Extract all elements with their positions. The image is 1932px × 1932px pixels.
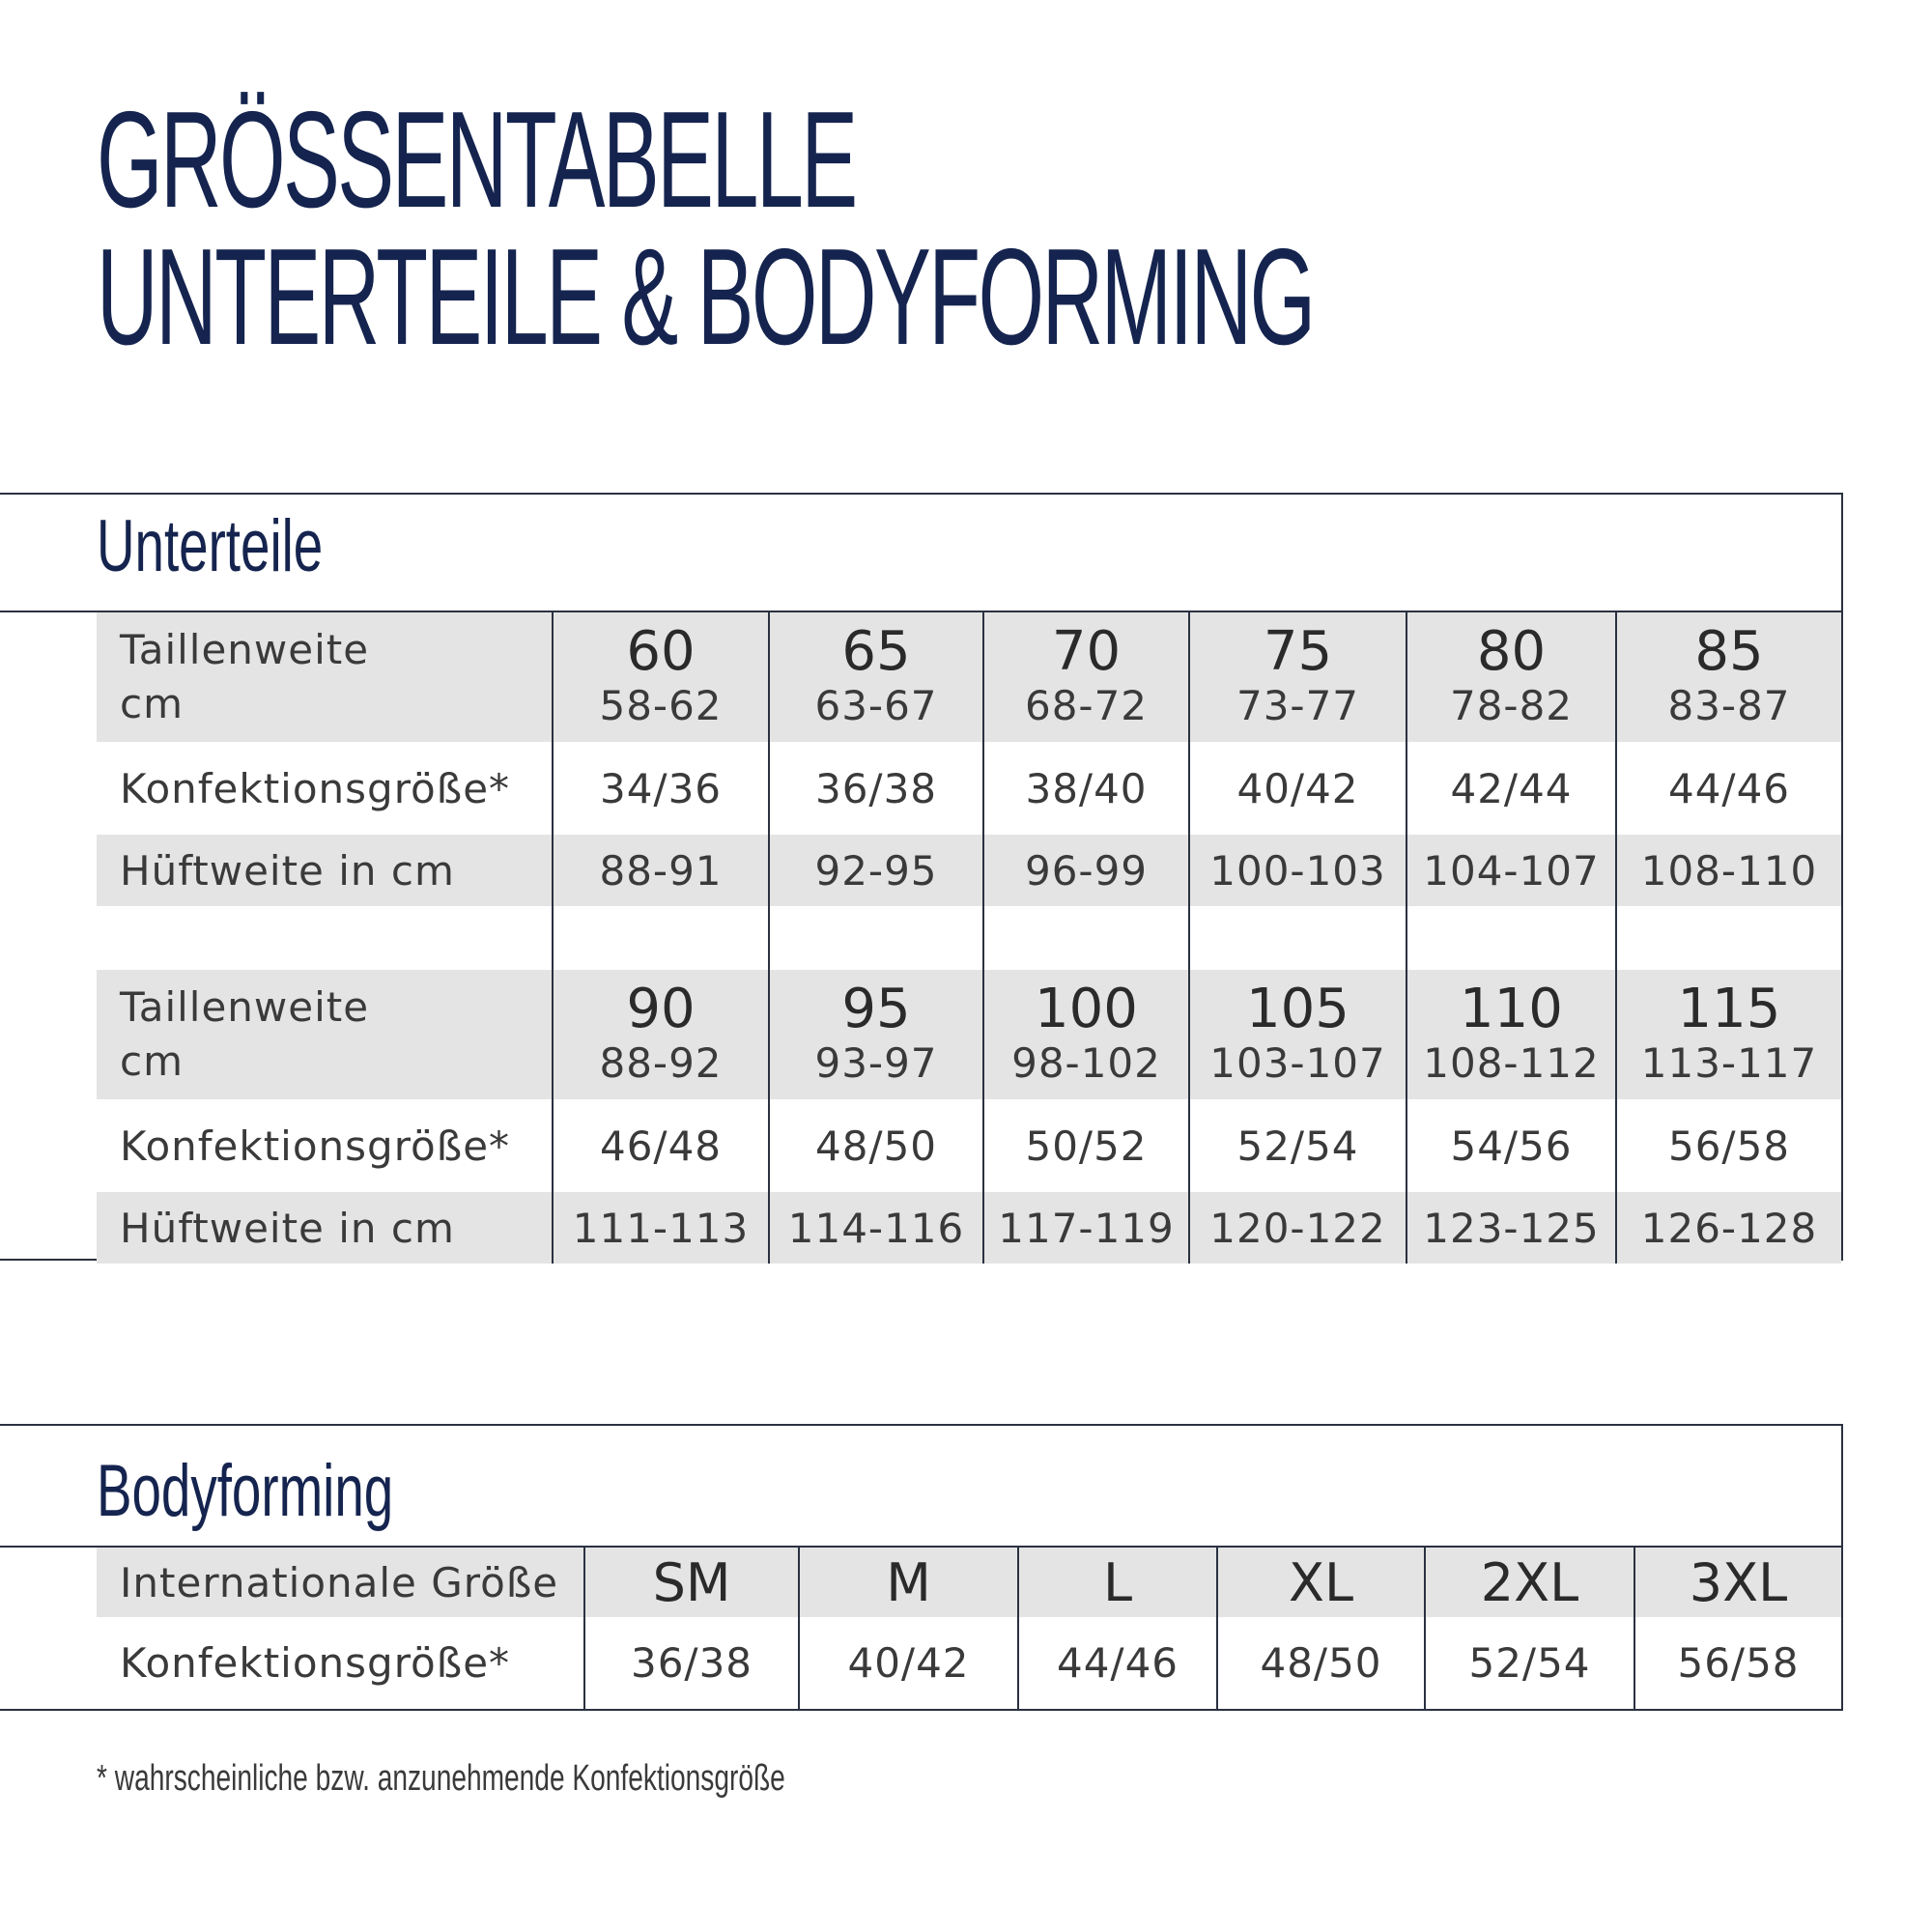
konfektion-label: Konfektionsgröße* — [120, 764, 511, 812]
unterteile-table — [97, 612, 1841, 1264]
konfektion-label: Konfektionsgröße* — [120, 1122, 511, 1170]
konfektion-cell: 54/56 — [1406, 1099, 1616, 1192]
waist-cell: 90 88-92 — [553, 970, 769, 1099]
waist-label: Taillenweite cm — [97, 612, 553, 742]
konfektion-cell: 52/54 — [1425, 1617, 1634, 1709]
waist-cell: 65 63-67 — [769, 612, 983, 742]
section-heading-bodyforming: Bodyforming — [97, 1450, 394, 1532]
hip-cell: 88-91 — [553, 835, 769, 906]
hip-cell: 111-113 — [553, 1192, 769, 1264]
konfektion-cell: 44/46 — [1018, 1617, 1217, 1709]
intl-size-label: Internationale Größe — [97, 1548, 584, 1617]
intl-size-cell: XL — [1217, 1548, 1425, 1617]
konfektion-cell: 52/54 — [1189, 1099, 1406, 1192]
hip-row — [97, 1192, 1841, 1264]
intl-size-row — [97, 1548, 1841, 1617]
konfektion-cell: 42/44 — [1406, 742, 1616, 835]
konfektion-cell: 40/42 — [799, 1617, 1018, 1709]
konfektion-cell: 56/58 — [1616, 1099, 1841, 1192]
konfektion-cell: 38/40 — [983, 742, 1189, 835]
waist-row — [97, 612, 1841, 742]
hip-cell: 114-116 — [769, 1192, 983, 1264]
waist-cell: 70 68-72 — [983, 612, 1189, 742]
bodyforming-top-rule — [0, 1424, 1843, 1426]
konfektion-row — [97, 1099, 1841, 1192]
waist-cell: 95 93-97 — [769, 970, 983, 1099]
waist-cell: 85 83-87 — [1616, 612, 1841, 742]
konfektion-cell: 46/48 — [553, 1099, 769, 1192]
intl-size-cell: 3XL — [1634, 1548, 1841, 1617]
intl-size-cell: L — [1018, 1548, 1217, 1617]
section-heading-unterteile: Unterteile — [97, 505, 324, 587]
hip-cell: 104-107 — [1406, 835, 1616, 906]
hip-label: Hüftweite in cm — [97, 835, 553, 906]
waist-cell: 80 78-82 — [1406, 612, 1616, 742]
hip-cell: 96-99 — [983, 835, 1189, 906]
waist-cell: 60 58-62 — [553, 612, 769, 742]
bodyforming-right-rule — [1841, 1424, 1843, 1711]
intl-size-cell: M — [799, 1548, 1018, 1617]
waist-cell: 110 108-112 — [1406, 970, 1616, 1099]
konfektion-cell: 50/52 — [983, 1099, 1189, 1192]
konfektion-cell: 56/58 — [1634, 1617, 1841, 1709]
hip-cell: 92-95 — [769, 835, 983, 906]
hip-cell: 120-122 — [1189, 1192, 1406, 1264]
bodyforming-bottom-rule — [0, 1709, 1843, 1711]
hip-cell: 117-119 — [983, 1192, 1189, 1264]
hip-cell: 126-128 — [1616, 1192, 1841, 1264]
waist-row — [97, 970, 1841, 1099]
konfektion-label: Konfektionsgröße* — [120, 1639, 511, 1687]
unterteile-top-rule — [0, 493, 1843, 495]
konfektion-cell: 36/38 — [584, 1617, 799, 1709]
hip-cell: 123-125 — [1406, 1192, 1616, 1264]
hip-cell: 100-103 — [1189, 835, 1406, 906]
waist-label: Taillenweite cm — [97, 970, 553, 1099]
block-spacer — [97, 906, 1841, 970]
hip-row — [97, 835, 1841, 906]
hip-cell: 108-110 — [1616, 835, 1841, 906]
konfektion-cell: 48/50 — [769, 1099, 983, 1192]
konfektion-cell: 34/36 — [553, 742, 769, 835]
footnote: * wahrscheinliche bzw. anzunehmende Konfektionsgröße — [97, 1758, 785, 1799]
waist-cell: 100 98-102 — [983, 970, 1189, 1099]
konfektion-cell: 48/50 — [1217, 1617, 1425, 1709]
konfektion-cell: 40/42 — [1189, 742, 1406, 835]
konfektion-cell: 36/38 — [769, 742, 983, 835]
intl-size-cell: SM — [584, 1548, 799, 1617]
unterteile-right-rule — [1841, 493, 1843, 1261]
page-title-line1: GRÖSSENTABELLE — [97, 83, 856, 237]
page-title-line2: UNTERTEILE & BODYFORMING — [97, 220, 1314, 374]
waist-cell: 75 73-77 — [1189, 612, 1406, 742]
hip-label: Hüftweite in cm — [97, 1192, 553, 1264]
bodyforming-table — [97, 1548, 1841, 1709]
konfektion-row — [97, 742, 1841, 835]
intl-size-cell: 2XL — [1425, 1548, 1634, 1617]
konfektion-row — [97, 1617, 1841, 1709]
waist-cell: 105 103-107 — [1189, 970, 1406, 1099]
konfektion-cell: 44/46 — [1616, 742, 1841, 835]
waist-cell: 115 113-117 — [1616, 970, 1841, 1099]
